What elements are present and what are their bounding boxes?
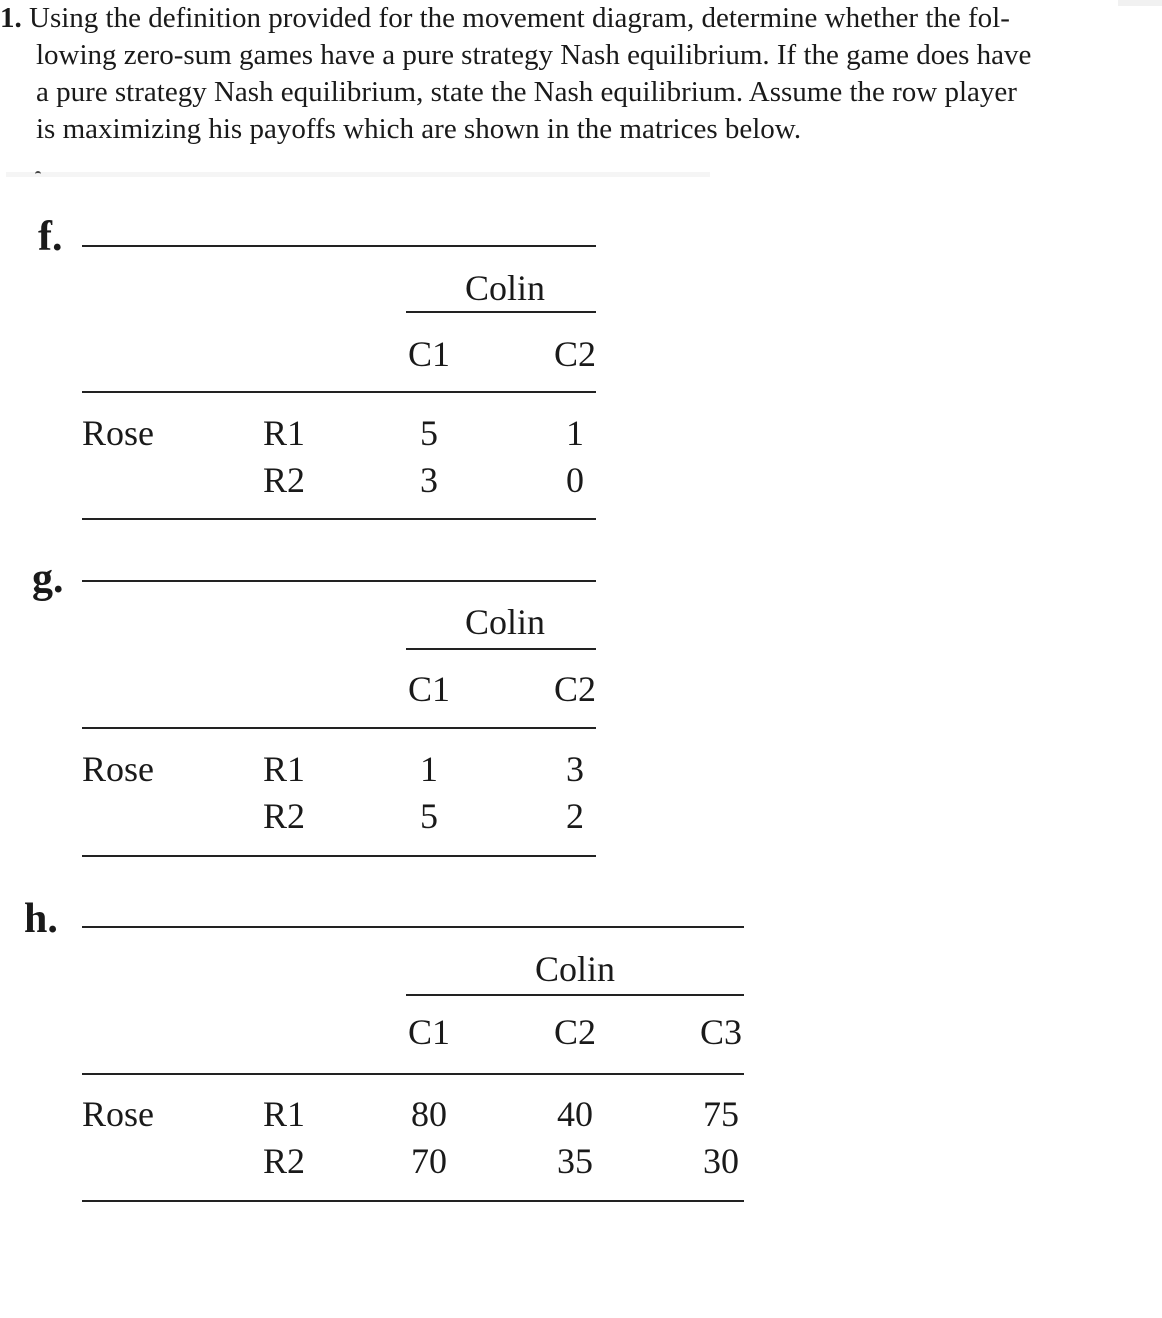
payoff-cell: 0 [566, 460, 584, 500]
row-header: R2 [262, 796, 306, 836]
column-header: C2 [553, 1012, 597, 1052]
column-player-rule [406, 311, 596, 313]
payoff-cell: 2 [566, 796, 584, 836]
column-player-label: Colin [534, 949, 616, 989]
column-player-rule [406, 994, 744, 996]
row-player-label: Rose [82, 749, 154, 789]
part-label: f. [38, 214, 63, 260]
row-header: R1 [262, 749, 306, 789]
part-label: g. [32, 556, 64, 602]
payoff-cell: 1 [566, 413, 584, 453]
question-line-1 [0, 0, 1010, 38]
row-player-label: Rose [82, 413, 154, 453]
payoff-cell: 75 [703, 1094, 739, 1134]
payoff-cell: 5 [420, 796, 438, 836]
payoff-cell: 35 [557, 1141, 593, 1181]
column-header: C1 [407, 669, 451, 709]
payoff-cell: 70 [411, 1141, 447, 1181]
scan-divider [6, 172, 710, 177]
payoff-cell: 80 [411, 1094, 447, 1134]
row-header: R1 [262, 413, 306, 453]
table-top-rule [82, 926, 744, 928]
column-player-rule [406, 648, 596, 650]
question-line-2: lowing zero-sum games have a pure strategy Nash equilibrium. If the game does have [36, 39, 1032, 71]
header-rule [82, 727, 596, 729]
column-header: C1 [407, 1012, 451, 1052]
question-line-4: is maximizing his payoffs which are shown in the matrices below. [36, 113, 802, 145]
payoff-cell: 3 [566, 749, 584, 789]
scan-artifact [35, 171, 41, 176]
question-line-3: a pure strategy Nash equilibrium, state the Nash equilibrium. Assume the row player [36, 76, 1017, 108]
row-player-label: Rose [82, 1094, 154, 1134]
header-rule [82, 1073, 744, 1075]
table-bottom-rule [82, 1200, 744, 1202]
column-header: C3 [699, 1012, 743, 1052]
table-bottom-rule [82, 855, 596, 857]
payoff-cell: 30 [703, 1141, 739, 1181]
payoff-cell: 5 [420, 413, 438, 453]
column-player-label: Colin [464, 268, 546, 308]
question-number: 1. [0, 2, 22, 34]
column-header: C1 [407, 334, 451, 374]
part-label: h. [24, 896, 58, 942]
table-bottom-rule [82, 518, 596, 520]
table-top-rule [82, 580, 596, 582]
payoff-cell: 1 [420, 749, 438, 789]
header-rule [82, 391, 596, 393]
column-header: C2 [553, 669, 597, 709]
column-header: C2 [553, 334, 597, 374]
page-corner-mark [1118, 0, 1162, 6]
question-line-1-text: Using the definition provided for the movement diagram, determine whether the fol- [29, 2, 1010, 34]
row-header: R2 [262, 460, 306, 500]
column-player-label: Colin [464, 602, 546, 642]
payoff-cell: 40 [557, 1094, 593, 1134]
row-header: R1 [262, 1094, 306, 1134]
table-top-rule [82, 245, 596, 247]
row-header: R2 [262, 1141, 306, 1181]
payoff-cell: 3 [420, 460, 438, 500]
